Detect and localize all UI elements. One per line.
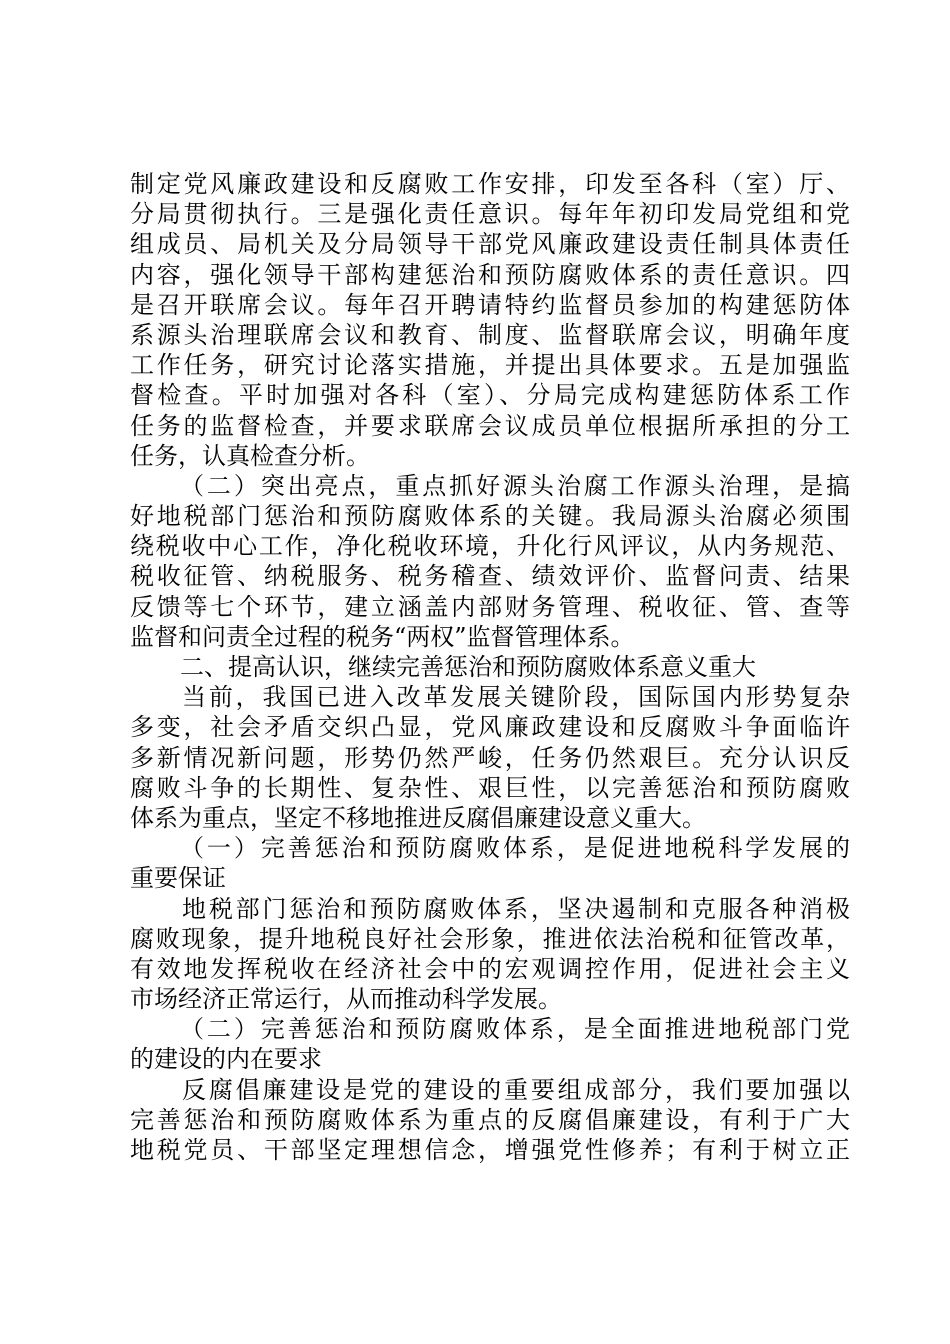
section-heading: 二、提高认识，继续完善惩治和预防腐败体系意义重大 xyxy=(180,653,756,681)
text-line: 任务的监督检查，并要求联席会议成员单位根据所承担的分工 xyxy=(130,411,850,440)
text-line: 体系为重点，坚定不移地推进反腐倡廉建设意义重大。 xyxy=(130,803,706,832)
subheading-line: 重要保证 xyxy=(130,864,226,893)
text-line: 市场经济正常运行，从而推动科学发展。 xyxy=(130,985,562,1014)
text-line: 地税党员、干部坚定理想信念，增强党性修养；有利于树立正 xyxy=(130,1136,850,1164)
text-line: 税收征管、纳税服务、税务稽查、绩效评价、监督问责、结果 xyxy=(130,562,850,591)
text-line: 督检查。平时加强对各科（室）、分局完成构建惩防体系工作 xyxy=(130,381,850,410)
text-line: 好地税部门惩治和预防腐败体系的关键。我局源头治腐必须围 xyxy=(130,502,850,531)
subheading-line: （一）完善惩治和预防腐败体系，是促进地税科学发展的 xyxy=(180,834,850,863)
subheading-line: （二）完善惩治和预防腐败体系，是全面推进地税部门党 xyxy=(180,1015,850,1044)
text-line: 当前，我国已进入改革发展关键阶段，国际国内形势复杂 xyxy=(182,683,850,712)
text-line: 绕税收中心工作，净化税收环境，升化行风评议，从内务规范、 xyxy=(130,532,850,561)
text-line: 是召开联席会议。每年召开聘请特约监督员参加的构建惩防体 xyxy=(130,290,850,319)
text-line: 腐败现象，提升地税良好社会形象，推进依法治税和征管改革， xyxy=(130,924,850,953)
text-line: 内容，强化领导干部构建惩治和预防腐败体系的责任意识。四 xyxy=(130,260,850,289)
text-line: 系源头治理联席会议和教育、制度、监督联席会议，明确年度 xyxy=(130,320,850,349)
subheading-line: 的建设的内在要求 xyxy=(130,1045,322,1074)
text-line: 多新情况新问题，形势仍然严峻，任务仍然艰巨。充分认识反 xyxy=(130,743,850,772)
text-line: 有效地发挥税收在经济社会中的宏观调控作用，促进社会主义 xyxy=(130,954,850,983)
text-line: 工作任务，研究讨论落实措施，并提出具体要求。五是加强监 xyxy=(130,351,850,380)
text-line: 监督和问责全过程的税务“两权”监督管理体系。 xyxy=(130,622,635,651)
text-line: 地税部门惩治和预防腐败体系，坚决遏制和克服各种消极 xyxy=(182,894,850,923)
subheading-line: （二）突出亮点，重点抓好源头治腐工作源头治理，是搞 xyxy=(180,471,850,500)
text-line: 多变，社会矛盾交织凸显，党风廉政建设和反腐败斗争面临许 xyxy=(130,713,850,742)
text-line: 反馈等七个环节，建立涵盖内部财务管理、税收征、管、查等 xyxy=(130,592,850,621)
text-line: 任务，认真检查分析。 xyxy=(130,441,370,470)
text-line: 腐败斗争的长期性、复杂性、艰巨性，以完善惩治和预防腐败 xyxy=(130,773,850,802)
document-body xyxy=(130,169,850,1165)
text-line: 组成员、局机关及分局领导干部党风廉政建设责任制具体责任 xyxy=(130,230,850,259)
text-line: 制定党风廉政建设和反腐败工作安排，印发至各科（室）厅、 xyxy=(130,170,850,198)
text-line: 反腐倡廉建设是党的建设的重要组成部分，我们要加强以 xyxy=(182,1075,850,1104)
text-line: 完善惩治和预防腐败体系为重点的反腐倡廉建设，有利于广大 xyxy=(130,1105,850,1134)
text-line: 分局贯彻执行。三是强化责任意识。每年年初印发局党组和党 xyxy=(130,200,850,229)
